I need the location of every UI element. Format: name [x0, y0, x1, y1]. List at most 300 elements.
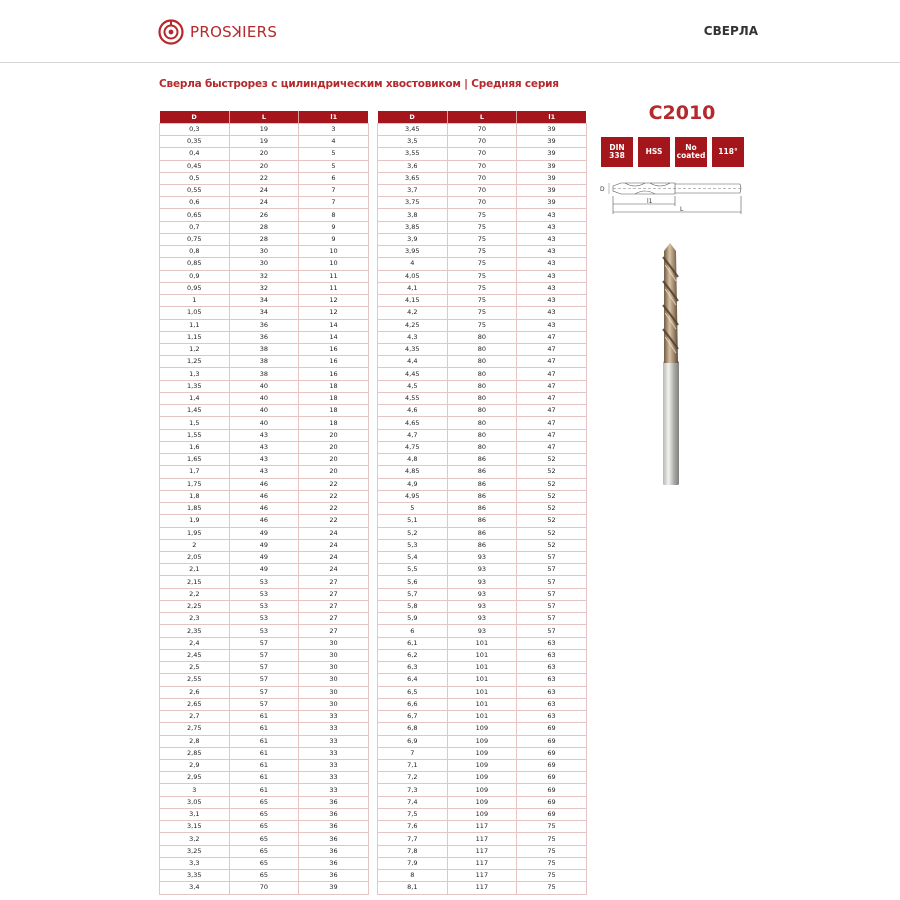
table-row	[378, 613, 587, 625]
table-row	[160, 466, 369, 478]
table-row	[160, 845, 369, 857]
cell-d: 4,6	[378, 405, 448, 417]
cell-d: 0,45	[160, 160, 230, 172]
table-row	[378, 600, 587, 612]
table-row	[160, 735, 369, 747]
cell-d: 0,6	[160, 197, 230, 209]
cell-d: 4,7	[378, 429, 448, 441]
table-row	[160, 148, 369, 160]
cell-l: 40	[229, 405, 299, 417]
cell-d: 3,15	[160, 821, 230, 833]
cell-l1: 39	[517, 136, 587, 148]
cell-l1: 63	[517, 686, 587, 698]
cell-d: 1,4	[160, 392, 230, 404]
cell-d: 5,3	[378, 539, 448, 551]
table-row	[160, 282, 369, 294]
cell-d: 6,4	[378, 674, 448, 686]
cell-d: 1,85	[160, 503, 230, 515]
cell-l: 40	[229, 417, 299, 429]
table-row	[160, 441, 369, 453]
cell-l1: 36	[299, 821, 369, 833]
table-row	[160, 417, 369, 429]
table-row	[378, 246, 587, 258]
cell-d: 1,55	[160, 429, 230, 441]
cell-d: 4,3	[378, 331, 448, 343]
table-row	[378, 307, 587, 319]
cell-l: 19	[229, 136, 299, 148]
cell-d: 0,3	[160, 123, 230, 135]
table-row	[378, 490, 587, 502]
table-row	[378, 172, 587, 184]
table-row	[378, 845, 587, 857]
cell-l1: 36	[299, 870, 369, 882]
cell-d: 4,85	[378, 466, 448, 478]
cell-l1: 69	[517, 808, 587, 820]
table-row	[160, 870, 369, 882]
cell-d: 0,8	[160, 246, 230, 258]
cell-l: 34	[229, 295, 299, 307]
cell-d: 7,8	[378, 845, 448, 857]
table-row	[160, 209, 369, 221]
cell-d: 3,7	[378, 184, 448, 196]
cell-d: 0,7	[160, 221, 230, 233]
cell-l: 65	[229, 821, 299, 833]
cell-d: 2,75	[160, 723, 230, 735]
drill-product-image	[650, 243, 690, 487]
table-row	[378, 527, 587, 539]
table-row	[160, 576, 369, 588]
cell-d: 4	[378, 258, 448, 270]
cell-l: 40	[229, 392, 299, 404]
cell-l1: 27	[299, 588, 369, 600]
brand-logo	[158, 18, 277, 46]
table-row	[160, 233, 369, 245]
cell-l1: 3	[299, 123, 369, 135]
cell-d: 3,9	[378, 233, 448, 245]
badge-coating-line2: coated	[676, 151, 706, 160]
cell-l1: 47	[517, 405, 587, 417]
cell-l1: 43	[517, 270, 587, 282]
cell-d: 0,35	[160, 136, 230, 148]
cell-l1: 33	[299, 772, 369, 784]
cell-l: 93	[447, 552, 517, 564]
cell-l: 57	[229, 686, 299, 698]
cell-l: 75	[447, 258, 517, 270]
cell-l1: 75	[517, 870, 587, 882]
cell-l1: 30	[299, 698, 369, 710]
cell-d: 1,25	[160, 356, 230, 368]
cell-d: 5	[378, 503, 448, 515]
size-table-left	[159, 111, 369, 895]
cell-d: 6,3	[378, 662, 448, 674]
cell-l1: 33	[299, 759, 369, 771]
table-row	[378, 417, 587, 429]
cell-l1: 57	[517, 576, 587, 588]
cell-l: 38	[229, 356, 299, 368]
cell-l1: 39	[517, 123, 587, 135]
table-row	[378, 870, 587, 882]
cell-l1: 39	[299, 882, 369, 894]
cell-l1: 12	[299, 295, 369, 307]
badge-din	[601, 137, 633, 167]
badge-angle-line1: 118°	[718, 147, 738, 157]
badge-angle	[712, 137, 744, 167]
cell-d: 7,9	[378, 857, 448, 869]
cell-l1: 20	[299, 454, 369, 466]
table-header-row	[160, 111, 369, 123]
table-row	[378, 184, 587, 196]
cell-l1: 47	[517, 441, 587, 453]
table-row	[160, 515, 369, 527]
cell-l1: 52	[517, 539, 587, 551]
cell-l: 32	[229, 270, 299, 282]
cell-l1: 57	[517, 552, 587, 564]
cell-l1: 43	[517, 209, 587, 221]
cell-d: 1,3	[160, 368, 230, 380]
cell-l1: 24	[299, 552, 369, 564]
table-row	[378, 637, 587, 649]
cell-l: 65	[229, 845, 299, 857]
table-row	[160, 246, 369, 258]
table-row	[378, 405, 587, 417]
cell-l: 93	[447, 588, 517, 600]
cell-l: 70	[447, 172, 517, 184]
table-row	[160, 221, 369, 233]
table-row	[378, 319, 587, 331]
table-row	[160, 662, 369, 674]
cell-l1: 57	[517, 564, 587, 576]
cell-l1: 36	[299, 833, 369, 845]
cell-l: 75	[447, 282, 517, 294]
table-row	[160, 258, 369, 270]
table-row	[160, 686, 369, 698]
cell-l1: 57	[517, 613, 587, 625]
table-row	[160, 821, 369, 833]
cell-l1: 52	[517, 490, 587, 502]
cell-l: 70	[447, 148, 517, 160]
cell-d: 3,1	[160, 808, 230, 820]
table-row	[160, 429, 369, 441]
table-row	[378, 429, 587, 441]
cell-l1: 10	[299, 258, 369, 270]
cell-l1: 27	[299, 625, 369, 637]
table-row	[160, 344, 369, 356]
cell-l1: 30	[299, 686, 369, 698]
cell-d: 4,75	[378, 441, 448, 453]
cell-l1: 52	[517, 527, 587, 539]
table-row	[378, 686, 587, 698]
table-row	[160, 698, 369, 710]
cell-d: 0,5	[160, 172, 230, 184]
cell-l: 117	[447, 882, 517, 894]
cell-l1: 16	[299, 344, 369, 356]
cell-l1: 20	[299, 429, 369, 441]
cell-l: 93	[447, 564, 517, 576]
cell-l: 46	[229, 515, 299, 527]
cell-l1: 18	[299, 380, 369, 392]
table-row	[378, 857, 587, 869]
table-row	[160, 588, 369, 600]
cell-l: 46	[229, 478, 299, 490]
cell-d: 5,4	[378, 552, 448, 564]
cell-l1: 27	[299, 600, 369, 612]
cell-l: 80	[447, 380, 517, 392]
cell-d: 3,95	[378, 246, 448, 258]
cell-l: 53	[229, 625, 299, 637]
cell-l: 86	[447, 454, 517, 466]
cell-l: 75	[447, 209, 517, 221]
table-row	[378, 539, 587, 551]
cell-l: 40	[229, 380, 299, 392]
table-row	[378, 796, 587, 808]
column-header-l1: l1	[299, 111, 369, 123]
cell-l: 43	[229, 466, 299, 478]
cell-d: 7,2	[378, 772, 448, 784]
cell-l: 61	[229, 772, 299, 784]
table-row	[378, 123, 587, 135]
cell-d: 1,35	[160, 380, 230, 392]
cell-l1: 27	[299, 613, 369, 625]
table-row	[378, 808, 587, 820]
cell-l1: 39	[517, 172, 587, 184]
logo-text: PROSꓘIERS	[190, 23, 278, 41]
cell-l1: 63	[517, 698, 587, 710]
cell-l: 19	[229, 123, 299, 135]
cell-d: 0,4	[160, 148, 230, 160]
table-row	[378, 649, 587, 661]
cell-d: 4,2	[378, 307, 448, 319]
table-row	[160, 392, 369, 404]
cell-l1: 18	[299, 417, 369, 429]
table-row	[378, 233, 587, 245]
cell-l: 109	[447, 808, 517, 820]
table-row	[160, 270, 369, 282]
cell-d: 6	[378, 625, 448, 637]
cell-d: 3,75	[378, 197, 448, 209]
cell-l: 101	[447, 662, 517, 674]
cell-l1: 16	[299, 356, 369, 368]
cell-d: 4,65	[378, 417, 448, 429]
cell-l: 86	[447, 466, 517, 478]
cell-d: 7,1	[378, 759, 448, 771]
table-row	[378, 662, 587, 674]
cell-l: 36	[229, 331, 299, 343]
cell-d: 7,4	[378, 796, 448, 808]
cell-d: 6,1	[378, 637, 448, 649]
cell-l: 75	[447, 233, 517, 245]
table-row	[160, 625, 369, 637]
cell-l: 26	[229, 209, 299, 221]
cell-l1: 22	[299, 478, 369, 490]
cell-d: 2,45	[160, 649, 230, 661]
cell-l1: 43	[517, 307, 587, 319]
page-subtitle: Сверла быстрорез с цилиндрическим хвостовиком | Средняя серия	[159, 78, 559, 90]
table-row	[378, 258, 587, 270]
cell-d: 4,9	[378, 478, 448, 490]
badge-din-line2: 338	[609, 151, 625, 160]
cell-l1: 18	[299, 392, 369, 404]
cell-d: 6,2	[378, 649, 448, 661]
cell-l: 46	[229, 490, 299, 502]
cell-l1: 43	[517, 221, 587, 233]
table-row	[160, 759, 369, 771]
cell-l1: 12	[299, 307, 369, 319]
cell-l1: 63	[517, 674, 587, 686]
cell-d: 7,3	[378, 784, 448, 796]
cell-l: 93	[447, 625, 517, 637]
cell-d: 0,65	[160, 209, 230, 221]
cell-l1: 30	[299, 649, 369, 661]
cell-d: 3	[160, 784, 230, 796]
cell-l1: 47	[517, 417, 587, 429]
cell-d: 7	[378, 747, 448, 759]
cell-l1: 39	[517, 148, 587, 160]
cell-l1: 69	[517, 759, 587, 771]
cell-d: 3,35	[160, 870, 230, 882]
table-row	[378, 380, 587, 392]
cell-l: 80	[447, 356, 517, 368]
cell-l1: 47	[517, 356, 587, 368]
cell-l: 61	[229, 759, 299, 771]
diagram-label-d: D	[600, 186, 605, 193]
cell-l: 117	[447, 870, 517, 882]
cell-d: 1,9	[160, 515, 230, 527]
table-row	[378, 833, 587, 845]
cell-l1: 69	[517, 796, 587, 808]
cell-d: 2,65	[160, 698, 230, 710]
table-row	[160, 711, 369, 723]
cell-l1: 18	[299, 405, 369, 417]
cell-l1: 47	[517, 429, 587, 441]
cell-l1: 39	[517, 160, 587, 172]
cell-l: 109	[447, 784, 517, 796]
cell-l: 101	[447, 698, 517, 710]
cell-l1: 9	[299, 221, 369, 233]
cell-l: 24	[229, 197, 299, 209]
table-row	[160, 637, 369, 649]
cell-l1: 10	[299, 246, 369, 258]
cell-d: 5,7	[378, 588, 448, 600]
cell-l: 75	[447, 246, 517, 258]
table-row	[378, 588, 587, 600]
cell-l: 30	[229, 258, 299, 270]
table-row	[160, 405, 369, 417]
cell-l1: 75	[517, 857, 587, 869]
cell-l1: 7	[299, 184, 369, 196]
cell-l1: 43	[517, 233, 587, 245]
cell-l: 65	[229, 833, 299, 845]
cell-l1: 47	[517, 368, 587, 380]
table-row	[378, 368, 587, 380]
table-row	[160, 552, 369, 564]
cell-l: 86	[447, 478, 517, 490]
table-row	[378, 735, 587, 747]
cell-l: 28	[229, 233, 299, 245]
table-row	[378, 503, 587, 515]
cell-d: 1	[160, 295, 230, 307]
cell-l1: 69	[517, 784, 587, 796]
cell-l: 117	[447, 845, 517, 857]
cell-l: 70	[447, 136, 517, 148]
cell-l1: 5	[299, 148, 369, 160]
cell-d: 2,8	[160, 735, 230, 747]
table-row	[160, 295, 369, 307]
cell-d: 3,45	[378, 123, 448, 135]
cell-l1: 22	[299, 515, 369, 527]
table-row	[160, 649, 369, 661]
cell-d: 4,15	[378, 295, 448, 307]
product-code: C2010	[648, 102, 716, 124]
cell-l: 80	[447, 331, 517, 343]
cell-l: 75	[447, 295, 517, 307]
table-row	[378, 331, 587, 343]
table-row	[160, 454, 369, 466]
cell-l1: 33	[299, 747, 369, 759]
cell-l: 70	[447, 184, 517, 196]
cell-l1: 69	[517, 772, 587, 784]
cell-l1: 47	[517, 392, 587, 404]
table-row	[378, 759, 587, 771]
table-row	[378, 723, 587, 735]
cell-l: 93	[447, 613, 517, 625]
cell-l1: 47	[517, 344, 587, 356]
table-row	[378, 784, 587, 796]
cell-l: 109	[447, 759, 517, 771]
cell-l: 61	[229, 723, 299, 735]
table-row	[378, 197, 587, 209]
cell-d: 8	[378, 870, 448, 882]
cell-l1: 30	[299, 674, 369, 686]
cell-l1: 69	[517, 735, 587, 747]
cell-l1: 24	[299, 539, 369, 551]
cell-d: 2,2	[160, 588, 230, 600]
cell-l: 93	[447, 576, 517, 588]
badge-hss-line1: HSS	[645, 147, 663, 157]
cell-d: 1,5	[160, 417, 230, 429]
table-row	[378, 221, 587, 233]
table-row	[160, 747, 369, 759]
cell-l: 75	[447, 307, 517, 319]
cell-l: 65	[229, 808, 299, 820]
cell-l1: 36	[299, 857, 369, 869]
cell-l: 57	[229, 637, 299, 649]
cell-d: 1,95	[160, 527, 230, 539]
cell-l: 101	[447, 637, 517, 649]
cell-l1: 43	[517, 258, 587, 270]
cell-d: 6,6	[378, 698, 448, 710]
table-row	[160, 564, 369, 576]
cell-l: 80	[447, 441, 517, 453]
cell-l1: 8	[299, 209, 369, 221]
cell-l1: 52	[517, 466, 587, 478]
cell-l1: 14	[299, 319, 369, 331]
cell-d: 1,05	[160, 307, 230, 319]
cell-l: 53	[229, 613, 299, 625]
cell-l: 65	[229, 857, 299, 869]
cell-l1: 4	[299, 136, 369, 148]
table-row	[378, 270, 587, 282]
cell-d: 3,5	[378, 136, 448, 148]
table-row	[160, 490, 369, 502]
cell-l: 80	[447, 405, 517, 417]
cell-d: 5,1	[378, 515, 448, 527]
cell-d: 2,4	[160, 637, 230, 649]
cell-l: 61	[229, 735, 299, 747]
cell-l1: 57	[517, 588, 587, 600]
table-row	[160, 674, 369, 686]
cell-l1: 57	[517, 600, 587, 612]
cell-l: 80	[447, 368, 517, 380]
